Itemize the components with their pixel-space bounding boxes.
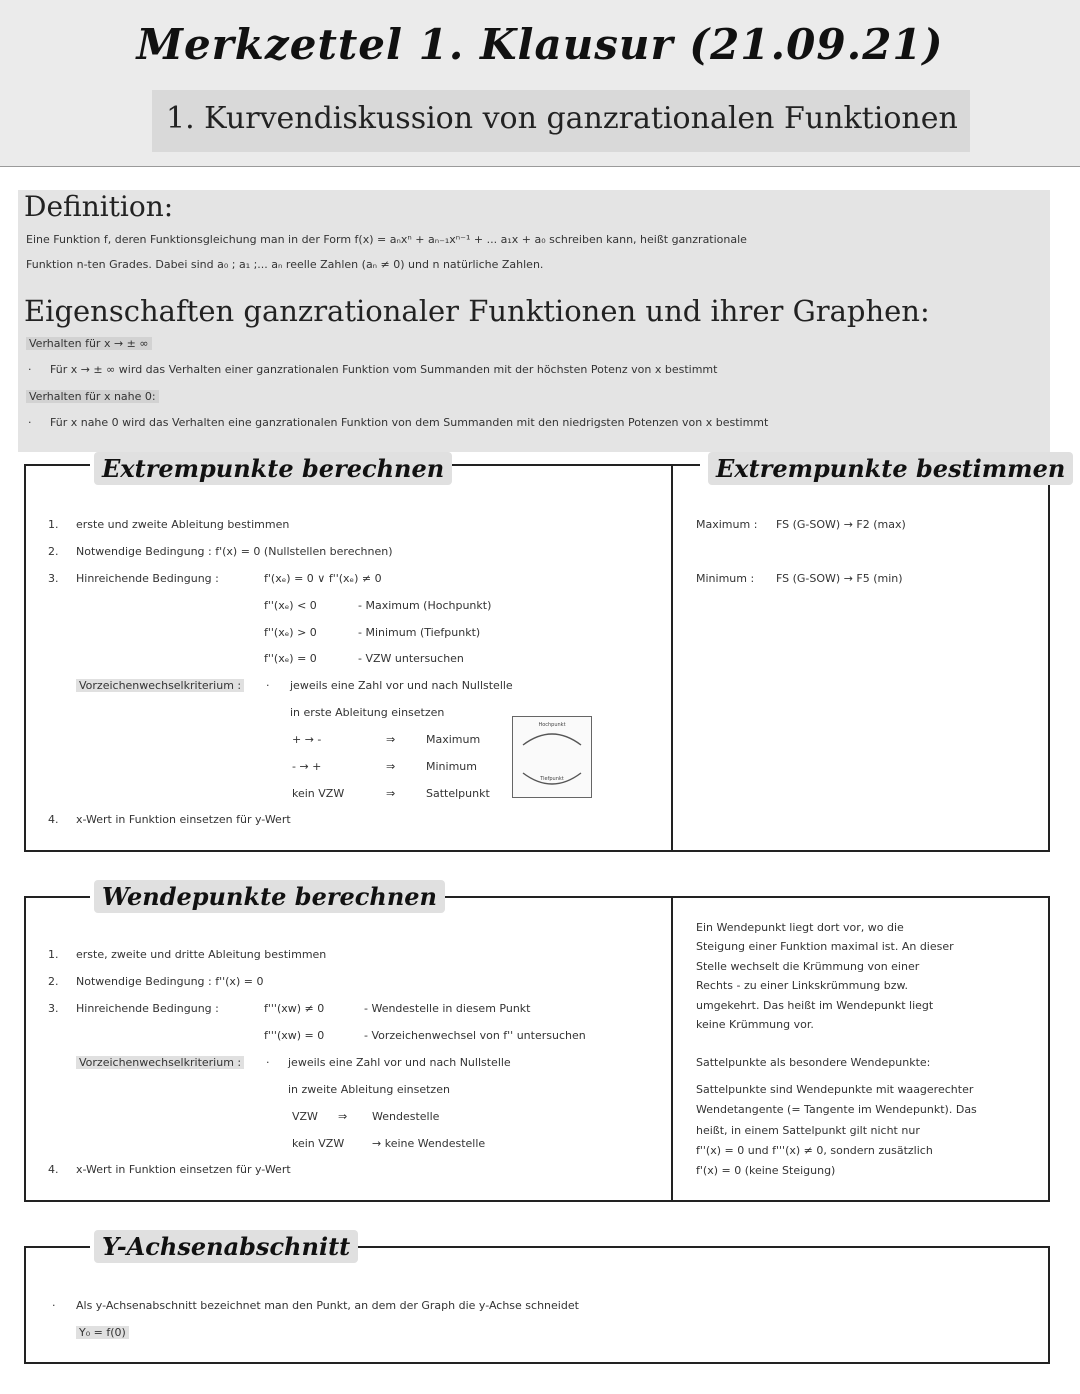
box-border xyxy=(1048,464,1050,852)
box-rule xyxy=(24,1200,1050,1202)
extrem-step-4: x-Wert in Funktion einsetzen für y-Wert xyxy=(76,813,291,826)
wende-note-line: keine Krümmung vor. xyxy=(696,1018,814,1031)
wende-note-line: Rechts - zu einer Linkskrümmung bzw. xyxy=(696,979,908,992)
extrem-result: - Maximum (Hochpunkt) xyxy=(358,599,492,612)
sign-result: Minimum xyxy=(426,760,477,773)
arrow: ⇒ xyxy=(386,760,396,773)
bullet: · xyxy=(52,1299,56,1312)
bullet: · xyxy=(266,679,270,692)
step-number: 4. xyxy=(48,813,59,826)
sattel-line: Wendetangente (= Tangente im Wendepunkt). Das xyxy=(696,1103,977,1116)
definition-heading: Definition: xyxy=(24,190,174,223)
eigenschaften-item-2: Für x nahe 0 wird das Verhalten eine ganzrationalen Funktion von dem Summanden mit den niedrigsten Potenzen von x bestimmt xyxy=(50,416,769,429)
sign-result: Maximum xyxy=(426,733,481,746)
sign-result: Wendestelle xyxy=(372,1110,440,1123)
definition-line-2: Funktion n-ten Grades. Dabei sind a₀ ; a₁ ;... aₙ reelle Zahlen (aₙ ≠ 0) und n natürliche Zahlen. xyxy=(26,258,544,271)
page-subtitle: 1. Kurvendiskussion von ganzrationalen Funktionen xyxy=(166,101,958,136)
wende-vzw-label: Vorzeichenwechselkriterium : xyxy=(76,1056,244,1069)
wende-step-3: Hinreichende Bedingung : xyxy=(76,1002,219,1015)
maximum-label: Maximum : xyxy=(696,518,758,531)
extrem-condition: f''(xₑ) = 0 xyxy=(264,652,317,665)
extrem-condition: f''(xₑ) > 0 xyxy=(264,626,317,639)
sattel-line: Sattelpunkte sind Wendepunkte mit waagerechter xyxy=(696,1083,974,1096)
graph-label-tiefpunkt: Tiefpunkt xyxy=(540,776,564,782)
box-border xyxy=(24,464,26,852)
wende-vzw-line-2: in zweite Ableitung einsetzen xyxy=(288,1083,450,1096)
box-rule xyxy=(24,1246,90,1248)
wende-step-4: x-Wert in Funktion einsetzen für y-Wert xyxy=(76,1163,291,1176)
extrem-step-3: Hinreichende Bedingung : xyxy=(76,572,219,585)
minimum-text: FS (G-SOW) → F5 (min) xyxy=(776,572,903,585)
extrem-bestimmen-title: Extrempunkte bestimmen xyxy=(708,452,1073,485)
wende-condition: f'''(xw) ≠ 0 xyxy=(264,1002,325,1015)
page-title: Merkzettel 1. Klausur (21.09.21) xyxy=(136,20,944,69)
yachse-title: Y-Achsenabschnitt xyxy=(94,1230,358,1263)
sign-change: + → - xyxy=(292,733,322,746)
sattel-line: f''(x) = 0 und f'''(x) ≠ 0, sondern zusätzlich xyxy=(696,1144,933,1157)
step-number: 2. xyxy=(48,975,59,988)
minimum-label: Minimum : xyxy=(696,572,755,585)
eigenschaften-sub-1: Verhalten für x → ± ∞ xyxy=(26,337,152,350)
extrem-vzw-line-1: jeweils eine Zahl vor und nach Nullstelle xyxy=(290,679,513,692)
wende-note-line: Ein Wendepunkt liegt dort vor, wo die xyxy=(696,921,904,934)
definition-line-1: Eine Funktion f, deren Funktionsgleichung man in der Form f(x) = aₙxⁿ + aₙ₋₁xⁿ⁻¹ + ... a₁x + a₀ schreiben kann, heißt ganzrationale xyxy=(26,233,747,246)
yachse-text: Als y-Achsenabschnitt bezeichnet man den Punkt, an dem der Graph die y-Achse schneidet xyxy=(76,1299,579,1312)
extrem-condition: f''(xₑ) < 0 xyxy=(264,599,317,612)
wende-step-2: Notwendige Bedingung : f''(x) = 0 xyxy=(76,975,264,988)
box-rule xyxy=(356,896,1050,898)
step-number: 3. xyxy=(48,1002,59,1015)
wende-result: - Vorzeichenwechsel von f'' untersuchen xyxy=(364,1029,586,1042)
wende-note-line: Stelle wechselt die Krümmung von einer xyxy=(696,960,920,973)
step-number: 2. xyxy=(48,545,59,558)
sign-result: → keine Wendestelle xyxy=(372,1137,486,1150)
box-rule xyxy=(24,464,90,466)
extrem-step-2: Notwendige Bedingung : f'(x) = 0 (Nullstellen berechnen) xyxy=(76,545,393,558)
step-number: 1. xyxy=(48,948,59,961)
extrem-vzw-line-2: in erste Ableitung einsetzen xyxy=(290,706,445,719)
extrem-result: - VZW untersuchen xyxy=(358,652,464,665)
step-number: 3. xyxy=(48,572,59,585)
sign-change: VZW xyxy=(292,1110,318,1123)
wende-step-1: erste, zweite und dritte Ableitung bestimmen xyxy=(76,948,327,961)
extrem-result: - Minimum (Tiefpunkt) xyxy=(358,626,481,639)
box-rule xyxy=(24,896,90,898)
wende-berechnen-title: Wendepunkte berechnen xyxy=(94,880,445,913)
step-number: 4. xyxy=(48,1163,59,1176)
sign-change: kein VZW xyxy=(292,787,345,800)
extrem-sketch-graph xyxy=(512,716,592,798)
arrow: ⇒ xyxy=(386,733,396,746)
wende-condition: f'''(xw) = 0 xyxy=(264,1029,325,1042)
eigenschaften-heading: Eigenschaften ganzrationaler Funktionen und ihrer Graphen: xyxy=(24,294,930,328)
wende-result: - Wendestelle in diesem Punkt xyxy=(364,1002,531,1015)
curve-sketch xyxy=(513,717,591,797)
sattel-line: f'(x) = 0 (keine Steigung) xyxy=(696,1164,836,1177)
extrem-condition-main: f'(xₑ) = 0 ∨ f''(xₑ) ≠ 0 xyxy=(264,572,382,585)
bullet: · xyxy=(28,416,32,429)
graph-label-hochpunkt: Hochpunkt xyxy=(538,722,566,728)
extrem-vzw-label: Vorzeichenwechselkriterium : xyxy=(76,679,244,692)
box-divider xyxy=(671,896,673,1202)
wende-vzw-line-1: jeweils eine Zahl vor und nach Nullstelle xyxy=(288,1056,511,1069)
bullet: · xyxy=(28,363,32,376)
box-border xyxy=(1048,1246,1050,1364)
bullet: · xyxy=(266,1056,270,1069)
sign-change: kein VZW xyxy=(292,1137,345,1150)
wende-note-line: umgekehrt. Das heißt im Wendepunkt liegt xyxy=(696,999,934,1012)
box-rule xyxy=(24,1362,1050,1364)
extrem-berechnen-title: Extrempunkte berechnen xyxy=(94,452,452,485)
sattel-heading: Sattelpunkte als besondere Wendepunkte: xyxy=(696,1056,931,1069)
step-number: 1. xyxy=(48,518,59,531)
extrem-step-1: erste und zweite Ableitung bestimmen xyxy=(76,518,290,531)
box-divider xyxy=(671,464,673,852)
arrow: ⇒ xyxy=(386,787,396,800)
yachse-formula: Y₀ = f(0) xyxy=(76,1326,129,1339)
box-rule xyxy=(318,1246,1050,1248)
maximum-text: FS (G-SOW) → F2 (max) xyxy=(776,518,906,531)
box-border xyxy=(24,1246,26,1364)
wende-note-line: Steigung einer Funktion maximal ist. An dieser xyxy=(696,940,954,953)
box-border xyxy=(24,896,26,1202)
eigenschaften-sub-2: Verhalten für x nahe 0: xyxy=(26,390,159,403)
hochpunkt-curve xyxy=(523,734,581,745)
box-border xyxy=(1048,896,1050,1202)
sign-change: - → + xyxy=(292,760,322,773)
sattel-line: heißt, in einem Sattelpunkt gilt nicht nur xyxy=(696,1124,920,1137)
sign-result: Sattelpunkt xyxy=(426,787,490,800)
arrow: ⇒ xyxy=(338,1110,348,1123)
eigenschaften-item-1: Für x → ± ∞ wird das Verhalten einer ganzrationalen Funktion vom Summanden mit der höchsten Potenz von x bestimmt xyxy=(50,363,718,376)
box-rule xyxy=(24,850,1050,852)
